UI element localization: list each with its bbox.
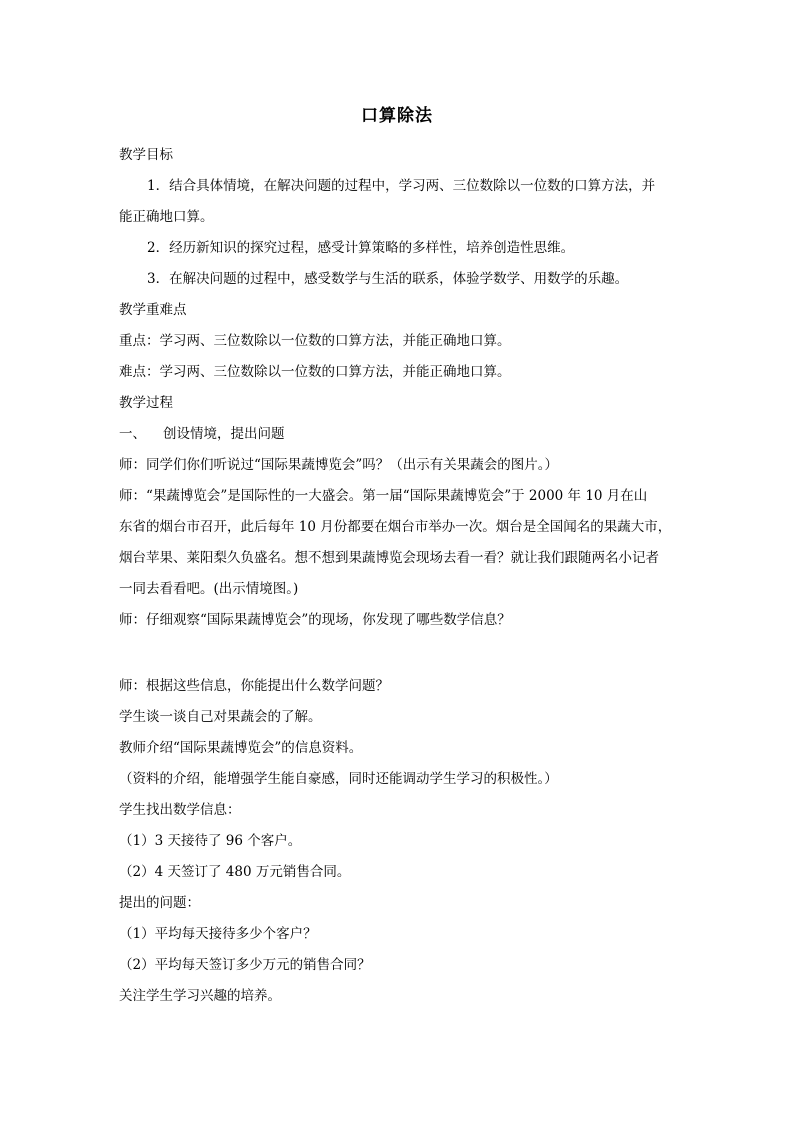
paragraph-2-line-1: 师：“果蔬博览会”是国际性的一大盛会。第一届“国际果蔬博览会”于 2000 年 10 月在山 bbox=[119, 488, 648, 504]
blank-line bbox=[119, 641, 679, 676]
info-item-2: （2）4 天签订了 480 万元销售合同。 bbox=[119, 864, 351, 880]
goal-2: 2．经历新知识的探究过程，感受计算策略的多样性，培养创造性思维。 bbox=[147, 240, 575, 256]
step-1-text: 创设情境，提出问题 bbox=[163, 426, 285, 442]
paragraph-6: 教师介绍“国际果蔬博览会”的信息资料。 bbox=[119, 740, 363, 756]
page-title: 口算除法 bbox=[361, 106, 433, 126]
paragraph-3: 师：仔细观察“国际果蔬博览会”的现场，你发现了哪些数学信息？ bbox=[119, 612, 511, 628]
paragraph-10: 关注学生学习兴趣的培养。 bbox=[119, 988, 281, 1004]
goal-3: 3．在解决问题的过程中，感受数学与生活的联系，体验学数学、用数学的乐趣。 bbox=[147, 271, 629, 287]
question-item-1: （1）平均每天接待多少个客户？ bbox=[119, 926, 317, 942]
paragraph-1: 师：同学们你们听说过“国际果蔬博览会”吗？（出示有关果蔬会的图片。） bbox=[119, 457, 559, 473]
goal-1-line-1: 1．结合具体情境，在解决问题的过程中，学习两、三位数除以一位数的口算方法，并 bbox=[147, 178, 656, 194]
paragraph-5: 学生谈一谈自己对果蔬会的了解。 bbox=[119, 709, 322, 725]
goals-heading: 教学目标 bbox=[119, 147, 173, 163]
step-1-heading bbox=[119, 424, 679, 455]
info-item-1: （1）3 天接待了 96 个客户。 bbox=[119, 833, 302, 849]
paragraph-4: 师：根据这些信息，你能提出什么数学问题？ bbox=[119, 678, 389, 694]
paragraph-8: 学生找出数学信息： bbox=[119, 802, 241, 818]
goal-1-line-2: 能正确地口算。 bbox=[119, 209, 214, 225]
key-heading: 教学重难点 bbox=[119, 302, 187, 318]
paragraph-7: （资料的介绍，能增强学生能自豪感，同时还能调动学生学习的积极性。） bbox=[119, 771, 558, 787]
document-body bbox=[119, 145, 679, 1017]
paragraph-2-line-4: 一同去看看吧。(出示情境图。) bbox=[119, 581, 299, 597]
paragraph-2-line-2: 东省的烟台市召开，此后每年 10 月份都要在烟台市举办一次。烟台是全国闻名的果蔬大市， bbox=[119, 519, 672, 535]
key-point: 重点：学习两、三位数除以一位数的口算方法，并能正确地口算。 bbox=[119, 333, 511, 349]
question-item-2: （2）平均每天签订多少万元的销售合同？ bbox=[119, 957, 371, 973]
difficult-point: 难点：学习两、三位数除以一位数的口算方法，并能正确地口算。 bbox=[119, 364, 511, 380]
step-1-number: 一、 bbox=[119, 426, 146, 442]
process-heading: 教学过程 bbox=[119, 395, 173, 411]
paragraph-9: 提出的问题： bbox=[119, 895, 200, 911]
paragraph-2-line-3: 烟台苹果、莱阳梨久负盛名。想不想到果蔬博览会现场去看一看？就让我们跟随两名小记者 bbox=[119, 550, 659, 566]
